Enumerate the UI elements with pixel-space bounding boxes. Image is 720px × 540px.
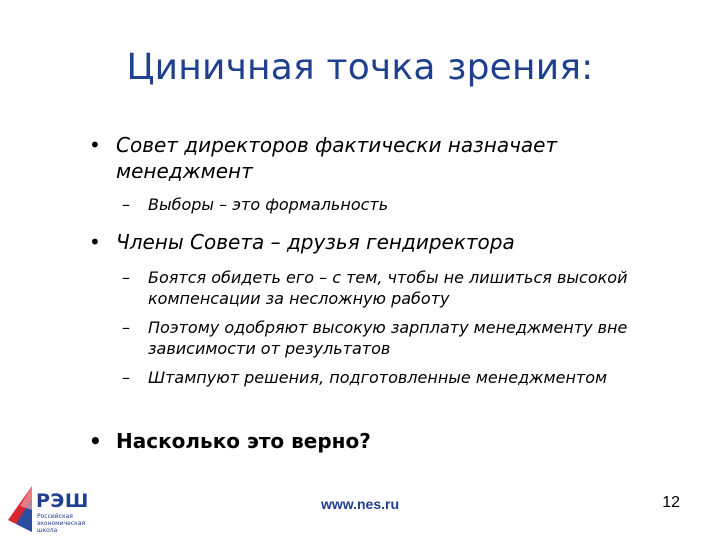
bullet-dot-icon: • (89, 429, 102, 453)
sub-bullet-item (84, 194, 684, 215)
dash-icon: – (122, 268, 130, 287)
sub-bullet-text: Боятся обидеть его – с тем, чтобы не лишиться высокой компенсации за несложную работу (148, 268, 628, 308)
bullet-item (84, 132, 684, 184)
bullet-item (84, 428, 684, 454)
sub-bullet-text: Выборы – это формальность (148, 195, 389, 214)
sub-bullet-item (84, 367, 684, 388)
slide-title: Циничная точка зрения: (126, 47, 594, 88)
dash-icon: – (122, 368, 130, 387)
footer-url[interactable]: www.nes.ru (320, 496, 400, 512)
sub-bullet-text: Штампуют решения, подготовленные менеджментом (148, 368, 608, 387)
dash-icon: – (122, 318, 130, 337)
bullet-text: Совет директоров фактически назначает менеджмент (116, 133, 558, 183)
bullet-text: Члены Совета – друзья гендиректора (116, 230, 515, 254)
bullet-item (84, 229, 684, 255)
sub-bullet-item (84, 267, 684, 309)
logo-subtitle: Российская экономическая школа (37, 513, 86, 534)
bullet-dot-icon: • (89, 133, 101, 157)
bullet-text: Насколько это верно? (116, 429, 371, 453)
sub-bullet-item (84, 317, 684, 359)
slide-content (84, 132, 684, 454)
logo-text: РЭШ (36, 490, 89, 512)
bullet-dot-icon: • (89, 230, 101, 254)
dash-icon: – (122, 195, 130, 214)
sub-bullet-text: Поэтому одобряют высокую зарплату менеджменту вне зависимости от результатов (148, 318, 628, 358)
page-number: 12 (662, 494, 680, 511)
